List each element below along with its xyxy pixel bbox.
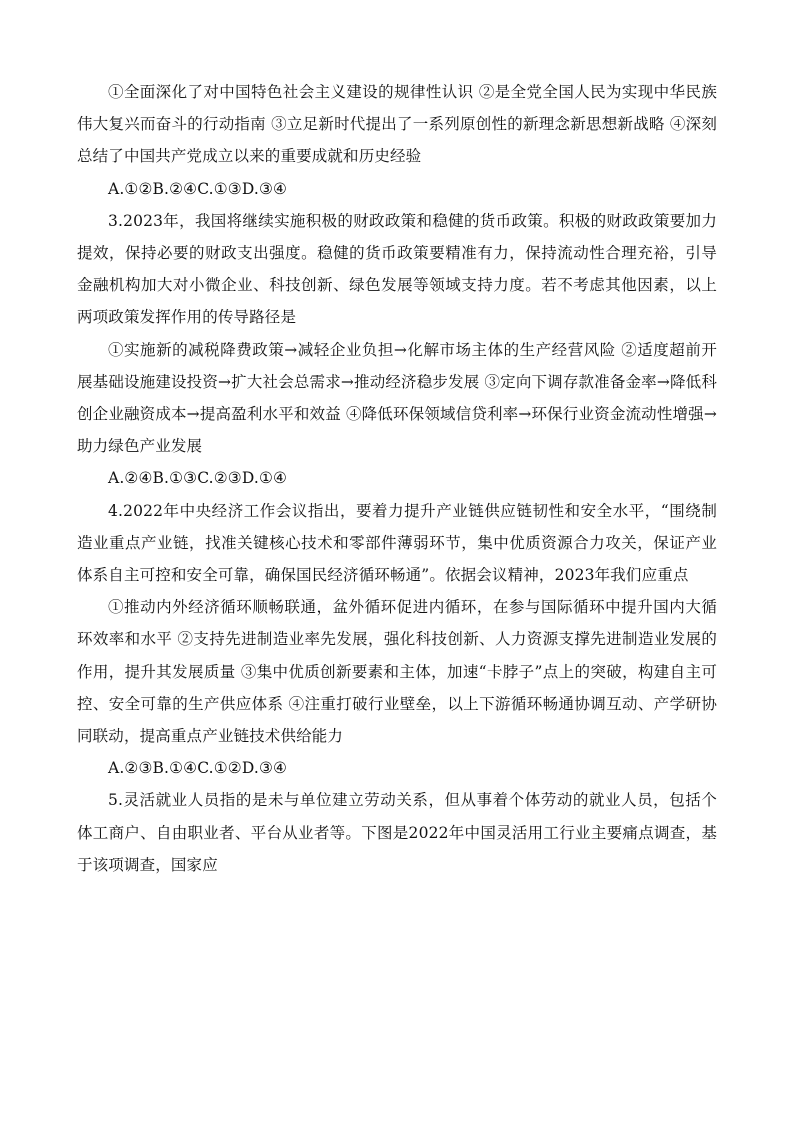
q2-options: ①全面深化了对中国特色社会主义建设的规律性认识 ②是全党全国人民为实现中华民族伟大复兴而奋斗的行动指南 ③立足新时代提出了一系列原创性的新理念新思想新战略 ④深刻总结了中国共产党成立以来的重要成就和历史经验 (77, 83, 717, 166)
q4-stem: 4.2022年中央经济工作会议指出，要着力提升产业链供应链韧性和安全水平，“围绕制造业重点产业链，找准关键核心技术和零部件薄弱环节，集中优质资源合力攻关，保证产业体系自主可控和安全可靠，确保国民经济循环畅通”。依据会议精神，2023年我们应重点 (77, 501, 717, 585)
q3-answer-choices: A.②④B.①③C.②③D.①④ (108, 469, 288, 488)
document-body (77, 76, 717, 881)
q2-answer-choices: A.①②B.②④C.①③D.③④ (108, 179, 288, 198)
q5-stem: 5.灵活就业人员指的是未与单位建立劳动关系，但从事着个体劳动的就业人员，包括个体工商户、自由职业者、平台从业者等。下图是2022年中国灵活用工行业主要痛点调查，基于该项调查，国家应 (77, 791, 717, 874)
q4-options: ①推动内外经济循环顺畅联通，盆外循环促进内循环，在参与国际循环中提升国内大循环效率和水平 ②支持先进制造业率先发展，强化科技创新、人力资源支撑先进制造业发展的作用，提升其发展质量 ③集中优质创新要素和主体，加速“卡脖子”点上的突破，构建自主可控、安全可靠的生产供应体系 ④注重打破行业壁垒，以上下游循环畅通协调互动、产学研协同联动，提高重点产业链技术供给能力 (77, 598, 717, 746)
q3-options: ①实施新的减税降费政策→减轻企业负担→化解市场主体的生产经营风险 ②适度超前开展基础设施建设投资→扩大社会总需求→推动经济稳步发展 ③定向下调存款准备金率→降低科创企业融资成本→提高盈利水平和效益 ④降低环保领域信贷利率→环保行业资金流动性增强→助力绿色产业发展 (77, 340, 717, 456)
q3-stem: 3.2023年，我国将继续实施积极的财政政策和稳健的货币政策。积极的财政政策要加力提效，保持必要的财政支出强度。稳健的货币政策要精准有力，保持流动性合理充裕，引导金融机构加大对小微企业、科技创新、绿色发展等领域支持力度。若不考虑其他因素，以上两项政策发挥作用的传导路径是 (77, 211, 717, 327)
q4-answer-choices: A.②③B.①④C.①②D.③④ (108, 759, 288, 778)
